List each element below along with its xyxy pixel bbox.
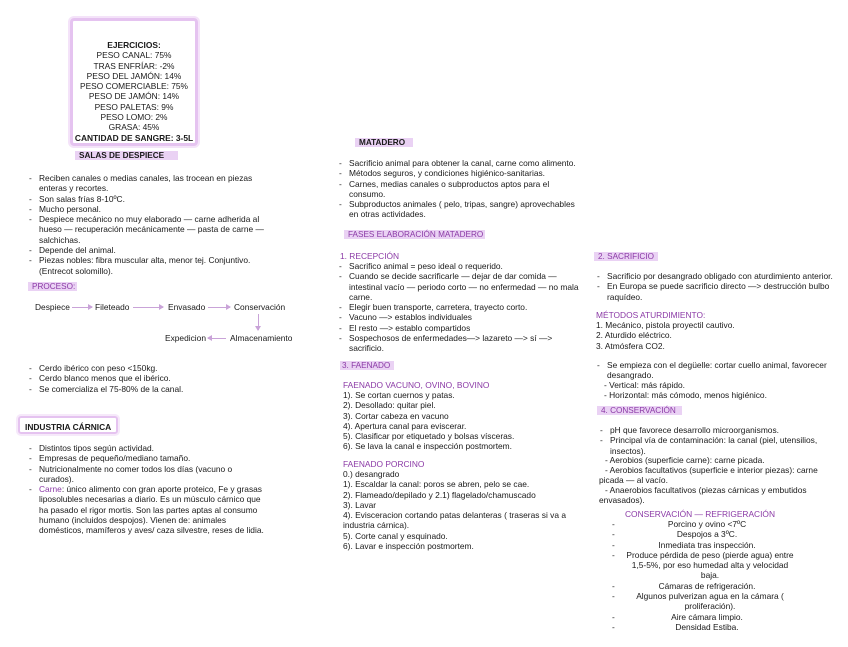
- vertical-line: - Vertical: más rápido.: [604, 380, 685, 390]
- list-item: 6). Lavar e inspección postmortem.: [343, 541, 474, 552]
- industria-list: [28, 443, 266, 536]
- list-item: - Distintos tipos según actividad.: [28, 443, 266, 453]
- ejercicios-title: EJERCICIOS:: [107, 40, 161, 50]
- sacrificio-heading-wrap: [594, 251, 658, 262]
- list-item: - Empresas de pequeño/mediano tamaño.: [28, 453, 266, 463]
- list-item: - Cerdo blanco menos que el ibérico.: [28, 373, 268, 383]
- horizontal-line: - Horizontal: más cómodo, menos higiénico.: [604, 390, 767, 400]
- ejercicio-line: PESO DEL JAMÓN: 14%: [86, 70, 182, 81]
- list-item: - Nutricionalmente no comer todos los días (vacuno o curados).: [28, 464, 266, 485]
- cerdo-list: [28, 363, 268, 394]
- list-item: - Aire cámara limpio.: [612, 611, 743, 622]
- list-item: 4). Evisceracion cortando patas delanteras ( traseras si va a industria cárnica).: [343, 510, 566, 531]
- list-item: 0.) desangrado: [343, 469, 400, 479]
- step-envasado: Envasado: [168, 302, 206, 312]
- ejercicio-line: TRAS ENFRÍAR: -2%: [93, 60, 175, 71]
- list-item: - El resto —> establo compartidos: [338, 323, 580, 333]
- arrow-left: [208, 338, 226, 339]
- arrow-down: [258, 314, 259, 330]
- carne-text: : único alimento con gran aporte proteico, Fe y grasas liposolubles necesarias a diario. Es un músculo cárnico que ha pasado el rigor mortis. Son las partes aptas al consumo humano (incluidos despojos). Vienen de: animales domésticos, mamíferos y aves/ caza silvestre, reses de lidia.: [39, 484, 264, 536]
- list-item: - Despiece mecánico no muy elaborado — carne adherida al hueso — recuperación mecánicamente — pasta de carne — salchichas.: [28, 214, 268, 245]
- porcino-list: [343, 469, 579, 551]
- matadero-list: [338, 158, 583, 220]
- salas-heading: SALAS DE DESPIECE: [75, 151, 178, 160]
- step-conservacion: Conservación: [234, 302, 286, 312]
- list-item: - Vacuno —> establos individuales: [338, 312, 580, 322]
- arrow-right: [133, 307, 163, 308]
- list-item: - Cerdo ibérico con peso <150kg.: [28, 363, 268, 373]
- list-item-carne: [28, 484, 266, 535]
- conservacion-heading: 4. CONSERVACIÓN: [597, 406, 682, 415]
- list-item: - Carnes, medias canales o subproductos aptos para el consumo.: [338, 179, 583, 200]
- list-item: - En Europa se puede sacrificio directo —> destrucción bulbo raquídeo.: [596, 281, 836, 302]
- sacrificio-heading: 2. SACRIFICIO: [594, 252, 658, 261]
- step-fileteado: Fileteado: [95, 302, 130, 312]
- vacuno-list: [343, 390, 583, 452]
- fases-heading: FASES ELABORACIÓN MATADERO: [344, 230, 485, 239]
- list-item: 3). Lavar: [343, 499, 377, 510]
- porcino-heading: FAENADO PORCINO: [343, 459, 425, 469]
- sacrificio-list: [596, 271, 836, 302]
- proceso-heading: PROCESO:: [28, 282, 77, 291]
- list-item: 5). Corte canal y esquinado.: [343, 530, 448, 541]
- list-item: - Depende del animal.: [28, 245, 268, 255]
- list-item: 3). Cortar cabeza en vacuno: [343, 410, 449, 421]
- list-item: - Subproductos animales ( pelo, tripas, sangre) aprovechables en otras actividades.: [338, 199, 583, 220]
- list-item: - Sacrificio animal para obtener la canal, carne como alimento.: [338, 158, 583, 168]
- list-item: - Son salas frías 8-10ºC.: [28, 194, 268, 204]
- list-item: - Se comercializa el 75-80% de la canal.: [28, 384, 268, 394]
- list-item: - Sacrifico animal = peso ideal o requerido.: [338, 261, 580, 271]
- list-item: 4). Apertura canal para eviscerar.: [343, 420, 467, 431]
- anaerobios-line: - Anaerobios facultativos (piezas cárnicas y embutidos envasados).: [599, 485, 807, 506]
- proceso-flow: [0, 0, 300, 360]
- arrow-right: [208, 307, 230, 308]
- list-item: - Produce pérdida de peso (pierde agua) entre 1,5-5%, por eso humedad alta y velocidad baja.: [612, 549, 794, 581]
- conservacion-heading-wrap: [597, 405, 682, 416]
- matadero-heading: MATADERO: [355, 138, 413, 147]
- matadero-heading-wrap: [355, 137, 413, 148]
- aerobios-line: - Aerobios (superficie carne): carne picada.: [605, 455, 765, 465]
- step-expedicion: Expedicion: [165, 333, 206, 343]
- list-item: 2. Aturdido eléctrico.: [596, 330, 672, 341]
- metodos-list: [596, 320, 836, 351]
- ejercicio-line: PESO LOMO: 2%: [100, 112, 168, 123]
- recepcion-list: [338, 261, 580, 354]
- list-item: - Densidad Estiba.: [612, 621, 739, 632]
- list-item: 2). Desollado: quitar piel.: [343, 400, 436, 411]
- carne-label: Carne: [39, 484, 62, 495]
- step-almacenamiento: Almacenamiento: [230, 333, 293, 343]
- list-item: - Mucho personal.: [28, 204, 268, 214]
- ejercicio-line: PESO PALETAS: 9%: [94, 101, 174, 112]
- refrig-list: [612, 519, 802, 632]
- list-item: 1). Escaldar la canal: poros se abren, pelo se cae.: [343, 479, 530, 490]
- arrow-right: [72, 307, 92, 308]
- facultativos-line: - Aerobios facultativos (superficie e interior piezas): carne picada — al vacío.: [599, 465, 818, 486]
- list-item: - Sacrificio por desangrado obligado con aturdimiento anterior.: [596, 271, 836, 281]
- list-item: 6). Se lava la canal e inspección postmortem.: [343, 441, 512, 452]
- ejercicio-line: PESO COMERCIABLE: 75%: [80, 81, 188, 92]
- list-item: 1. Mecánico, pistola proyectil cautivo.: [596, 320, 735, 330]
- ejercicio-line: PESO DE JAMÓN: 14%: [88, 91, 180, 102]
- list-item: 1). Se cortan cuernos y patas.: [343, 390, 455, 400]
- list-item: 2). Flameado/depilado y 2.1) flagelado/chamuscado: [343, 489, 536, 500]
- faenado-heading-wrap: [340, 360, 394, 371]
- list-item: - Elegir buen transporte, carretera, trayecto corto.: [338, 302, 580, 312]
- list-item: - Porcino y ovino <7ºC: [612, 519, 747, 529]
- faenado-heading: 3. FAENADO: [340, 361, 394, 370]
- list-item: - pH que favorece desarrollo microorganismos.: [599, 425, 831, 435]
- list-item: 5). Clasificar por etiquetado y bolsas vísceras.: [343, 431, 515, 442]
- list-item: - Algunos pulverizan agua en la cámara ( proliferación).: [612, 591, 784, 612]
- list-item: - Cuando se decide sacrificarle — dejar de dar comida — intestinal vacío — periodo corto — no enfermedad — no mala carne.: [338, 271, 580, 302]
- metodos-heading: MÉTODOS ATURDIMIENTO:: [596, 310, 706, 320]
- list-item: - Principal vía de contaminación: la canal (piel, utensilios, insectos).: [599, 435, 831, 456]
- list-item: - Sospechosos de enfermedades—> lazareto —> sí —> sacrificio.: [338, 333, 580, 354]
- list-item: - Cámaras de refrigeración.: [612, 580, 756, 591]
- conservacion-list: [599, 425, 831, 456]
- deguelle-list: [596, 360, 836, 381]
- vacuno-heading: FAENADO VACUNO, OVINO, BOVINO: [343, 380, 490, 390]
- step-despiece: Despiece: [35, 302, 70, 312]
- recepcion-heading: 1. RECEPCIÓN: [340, 251, 400, 261]
- ejercicio-line-sangre: CANTIDAD DE SANGRE: 3-5L: [74, 132, 194, 143]
- fases-heading-wrap: [344, 229, 485, 240]
- refrig-heading: CONSERVACIÓN — REFRIGERACIÓN: [625, 509, 775, 519]
- list-item: - Reciben canales o medias canales, las trocean en piezas enteras y recortes.: [28, 173, 268, 194]
- list-item: - Despojos a 3ºC.: [612, 529, 738, 540]
- list-item: - Se empieza con el degüelle: cortar cuello animal, favorecer desangrado.: [596, 360, 836, 381]
- list-item: - Métodos seguros, y condiciones higiénico-sanitarias.: [338, 168, 583, 178]
- list-item: 3. Atmósfera CO2.: [596, 340, 665, 351]
- ejercicio-line: GRASA: 45%: [108, 122, 160, 133]
- industria-heading: INDUSTRIA CÁRNICA: [18, 416, 118, 434]
- ejercicio-line: PESO CANAL: 75%: [96, 50, 172, 61]
- list-item: - Piezas nobles: fibra muscular alta, menor tej. Conjuntivo. (Entrecot solomillo).: [28, 255, 268, 276]
- list-item: - Inmediata tras inspección.: [612, 539, 756, 550]
